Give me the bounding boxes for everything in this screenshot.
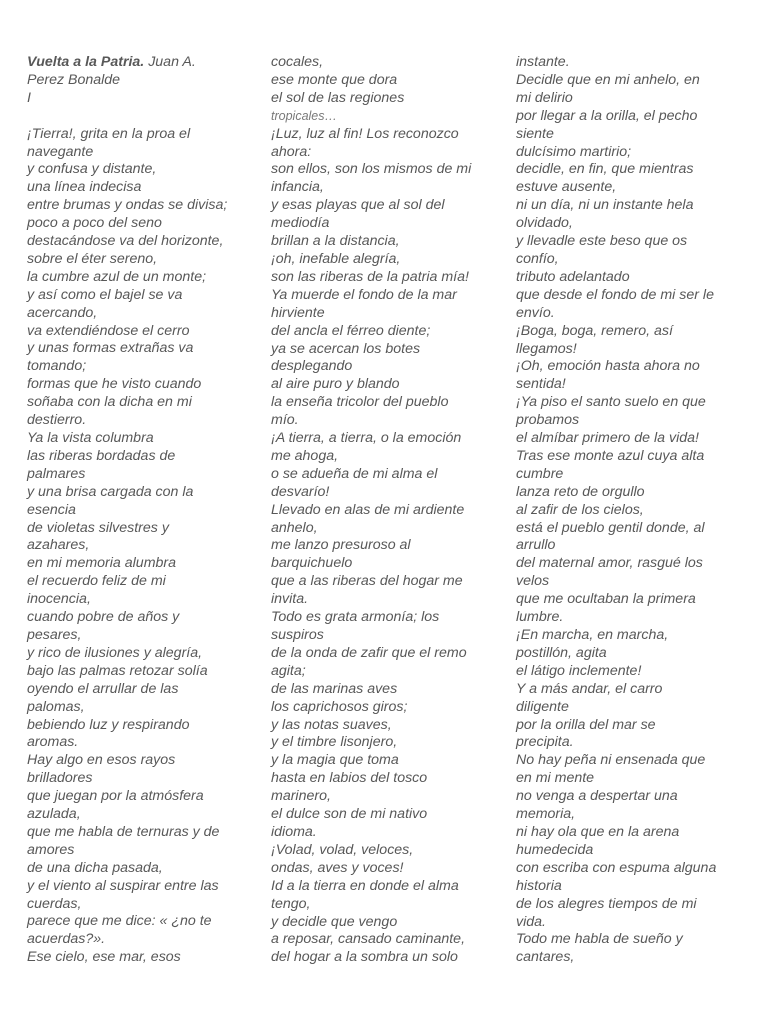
poem-line: va extendiéndose el cerro — [27, 322, 190, 339]
poem-line: diligente — [516, 698, 569, 715]
poem-line: ¡En marcha, en marcha, — [516, 627, 669, 643]
poem-line: la cumbre azul de un monte; — [27, 268, 207, 285]
poem-line: tomando; — [27, 358, 87, 375]
poem-line: esencia — [27, 501, 76, 518]
poem-line: que me habla de ternuras y de — [27, 823, 220, 840]
poem-line: destierro. — [27, 412, 87, 429]
poem-line: bebiendo luz y respirando — [27, 716, 190, 733]
poem-line: desplegando — [271, 358, 353, 375]
poem-line: Llevado en alas de mi ardiente — [271, 501, 465, 518]
poem-line: el sol de las regiones — [271, 89, 405, 106]
poem-line: inocencia, — [27, 591, 91, 608]
poem-line: Decidle que en mi anhelo, en — [516, 71, 700, 88]
poem-line: cuando pobre de años y — [27, 609, 180, 626]
poem-line: vida. — [516, 913, 546, 930]
poem-line: ahora: — [271, 143, 312, 160]
poem-line: palmares — [27, 465, 86, 482]
poem-line: me lanzo presuroso al — [271, 537, 411, 554]
poem-line: Todo me habla de sueño y — [516, 931, 683, 948]
poem-title: Vuelta a la Patria. — [27, 54, 145, 70]
poem-line: y esas playas que al sol del — [271, 197, 445, 214]
poem-line: del hogar a la sombra un solo — [271, 949, 458, 966]
poem-line: mi delirio — [516, 89, 573, 106]
poem-line: por la orilla del mar se — [516, 716, 656, 733]
poem-line: tropicales… — [271, 108, 337, 123]
poem-line: los caprichosos giros; — [271, 698, 408, 715]
poem-line: Ya la vista columbra — [27, 430, 154, 447]
poem-line: velos — [516, 573, 550, 590]
poem-line: cumbre — [516, 465, 564, 482]
poem-line: cocales, — [271, 54, 324, 70]
stanza-spacer — [27, 108, 259, 126]
poem-line: de la onda de zafir que el remo — [271, 644, 467, 661]
poem-line: lanza reto de orgullo — [516, 483, 645, 500]
poem-line: y las notas suaves, — [271, 716, 392, 733]
poem-line: de una dicha pasada, — [27, 859, 163, 876]
poem-line: azahares, — [27, 537, 90, 554]
poem-line: del ancla el férreo diente; — [271, 322, 431, 339]
poem-line: arrullo — [516, 537, 556, 554]
poem-line: oyendo el arrullar de las — [27, 680, 179, 697]
poem-line: destacándose va del horizonte, — [27, 233, 224, 250]
poem-line: postillón, agita — [516, 644, 607, 661]
poem-line: siente — [516, 125, 554, 142]
poem-line: y el timbre lisonjero, — [271, 734, 398, 751]
poem-line: formas que he visto cuando — [27, 376, 202, 393]
poem-line: el almíbar primero de la vida! — [516, 430, 699, 447]
poem-line: Id a la tierra en donde el alma — [271, 877, 459, 894]
poem-line: olvidado, — [516, 215, 573, 232]
poem-line: en mi mente — [516, 770, 595, 787]
poem-line: y unas formas extrañas va — [27, 340, 194, 357]
poem-line: hasta en labios del tosco — [271, 770, 428, 787]
poem-line: Y a más andar, el carro — [516, 680, 663, 697]
poem-line: y la magia que toma — [271, 752, 399, 769]
poem-line: que juegan por la atmósfera — [27, 788, 204, 805]
poem-line: sentida! — [516, 376, 566, 393]
poem-line: de los alegres tiempos de mi — [516, 895, 697, 912]
poem-line: tengo, — [271, 895, 311, 912]
poem-line: poco a poco del seno — [27, 215, 162, 232]
poem-section-number: I — [27, 89, 31, 106]
poem-line: ¡Oh, emoción hasta ahora no — [516, 358, 700, 375]
poem-line: y llevadle este beso que os — [516, 233, 688, 250]
poem-line: soñaba con la dicha en mi — [27, 394, 192, 411]
poem-line: y el viento al suspirar entre las — [27, 877, 219, 894]
poem-line: lumbre. — [516, 609, 564, 626]
poem-line: que desde el fondo de mi ser le — [516, 286, 714, 303]
poem-line: brillan a la distancia, — [271, 233, 400, 250]
poem-line: Hay algo en esos rayos — [27, 752, 176, 769]
poem-line: del maternal amor, rasgué los — [516, 555, 703, 572]
poem-line: a reposar, cansado caminante, — [271, 931, 466, 948]
poem-line: estuve ausente, — [516, 179, 617, 196]
poem-line: cuerdas, — [27, 895, 82, 912]
poem-line: por llegar a la orilla, el pecho — [516, 107, 698, 124]
poem-line: historia — [516, 877, 562, 894]
poem-line: en mi memoria alumbra — [27, 555, 177, 572]
poem-line: al zafir de los cielos, — [516, 501, 644, 518]
poem-line: acercando, — [27, 304, 98, 321]
poem-line: palomas, — [27, 698, 85, 715]
poem-line: y decidle que vengo — [271, 913, 398, 930]
poem-line: ¡Tierra!, grita en la proa el — [27, 125, 191, 142]
poem-line: ni un día, ni un instante hela — [516, 197, 694, 214]
poem-line: o se adueña de mi alma el — [271, 465, 438, 482]
poem-line: una línea indecisa — [27, 179, 142, 196]
poem-line: que a las riberas del hogar me — [271, 573, 463, 590]
poem-line: confío, — [516, 250, 559, 267]
poem-line: cantares, — [516, 949, 575, 966]
poem-line: ya se acercan los botes — [271, 340, 421, 357]
poem-line: la enseña tricolor del pueblo — [271, 394, 449, 411]
poem-line: probamos — [516, 412, 580, 429]
poem-line: son ellos, son los mismos de mi — [271, 161, 472, 178]
poem-line: hirviente — [271, 304, 325, 321]
poem-line: Ya muerde el fondo de la mar — [271, 286, 457, 303]
poem-line: pesares, — [27, 626, 82, 643]
poem-line: anhelo, — [271, 519, 318, 536]
poem-line: y rico de ilusiones y alegría, — [27, 644, 203, 661]
poem-line: navegante — [27, 143, 94, 160]
poem-line: brilladores — [27, 770, 93, 787]
poem-line: de las marinas aves — [271, 680, 398, 697]
poem-line: idioma. — [271, 823, 317, 840]
poem-line: precipita. — [516, 734, 574, 751]
poem-line: humedecida — [516, 841, 594, 858]
poem-line: envío. — [516, 304, 555, 321]
poem-line: ese monte que dora — [271, 71, 398, 88]
poem-column-2 — [271, 54, 503, 967]
poem-line: azulada, — [27, 806, 81, 823]
poem-line: ni hay ola que en la arena — [516, 823, 680, 840]
poem-header-title-line — [27, 54, 259, 72]
poem-line: sobre el éter sereno, — [27, 250, 158, 267]
poem-line: aromas. — [27, 734, 79, 751]
poem-line: el dulce son de mi nativo — [271, 806, 428, 823]
poem-line: ¡A tierra, a tierra, o la emoción — [271, 430, 462, 447]
poem-line: parece que me dice: « ¿no te — [27, 913, 212, 930]
poem-line: Todo es grata armonía; los — [271, 609, 440, 626]
poem-author-first: Juan A. — [144, 54, 196, 70]
poem-line: Ese cielo, ese mar, esos — [27, 949, 181, 966]
poem-line: y así como el bajel se va — [27, 286, 183, 303]
poem-line: que me ocultaban la primera — [516, 591, 696, 608]
poem-line: dulcísimo martirio; — [516, 143, 632, 160]
poem-line: las riberas bordadas de — [27, 447, 176, 464]
poem-line: instante. — [516, 54, 570, 70]
poem-line: de violetas silvestres y — [27, 519, 169, 536]
poem-line: no venga a despertar una — [516, 788, 678, 805]
poem-line: con escriba con espuma alguna — [516, 859, 717, 876]
poem-line: Tras ese monte azul cuya alta — [516, 447, 705, 464]
poem-line: y una brisa cargada con la — [27, 483, 194, 500]
poem-line: el látigo inclemente! — [516, 662, 642, 679]
poem-line: desvarío! — [271, 483, 330, 500]
poem-line: invita. — [271, 591, 309, 608]
poem-line: y confusa y distante, — [27, 161, 157, 178]
poem-line: llegamos! — [516, 340, 577, 357]
poem-line: mediodía — [271, 215, 330, 232]
poem-line: ¡Volad, volad, veloces, — [271, 841, 414, 858]
poem-line: No hay peña ni ensenada que — [516, 752, 706, 769]
poem-line: ondas, aves y voces! — [271, 859, 404, 876]
poem-line: memoria, — [516, 806, 576, 823]
poem-column-1 — [27, 54, 259, 967]
poem-line: entre brumas y ondas se divisa; — [27, 197, 228, 214]
poem-line: el recuerdo feliz de mi — [27, 573, 166, 590]
poem-line: decidle, en fin, que mientras — [516, 161, 694, 178]
poem-line: marinero, — [271, 788, 331, 805]
poem-author-last: Perez Bonalde — [27, 71, 121, 88]
poem-line: mío. — [271, 412, 299, 429]
poem-line: suspiros — [271, 627, 324, 643]
poem-line: barquichuelo — [271, 555, 353, 572]
poem-line: tributo adelantado — [516, 268, 630, 285]
poem-line: ¡oh, inefable alegría, — [271, 250, 401, 267]
poem-line: infancia, — [271, 179, 324, 196]
poem-line: ¡Luz, luz al fin! Los reconozco — [271, 125, 459, 142]
poem-line: bajo las palmas retozar solía — [27, 662, 208, 679]
poem-line: son las riberas de la patria mía! — [271, 268, 469, 285]
poem-line: acuerdas?». — [27, 931, 106, 948]
poem-line: me ahoga, — [271, 447, 339, 464]
poem-line: al aire puro y blando — [271, 376, 400, 393]
poem-line: agita; — [271, 662, 306, 679]
poem-line: ¡Ya piso el santo suelo en que — [516, 394, 706, 411]
poem-line: amores — [27, 841, 75, 858]
poem-column-3 — [516, 54, 748, 967]
poem-line: está el pueblo gentil donde, al — [516, 519, 705, 536]
poem-line: ¡Boga, boga, remero, así — [516, 322, 673, 339]
